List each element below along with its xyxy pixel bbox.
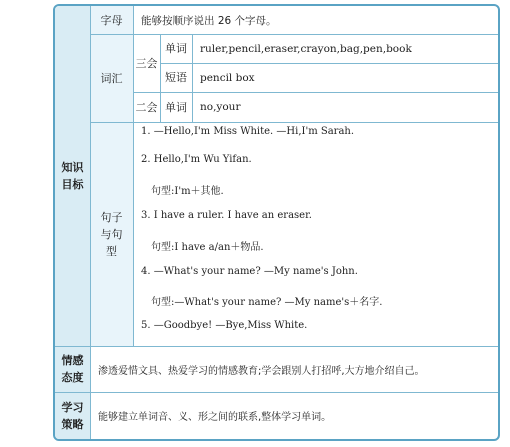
letters-label: 字母 — [90, 6, 133, 34]
grid-line — [192, 34, 193, 122]
vocab-word-label: 单词 — [165, 42, 187, 55]
vocab-words: ruler,pencil,eraser,crayon,bag,pen,book — [200, 42, 412, 55]
vocab-words-2: no,your — [200, 101, 241, 113]
section-emotion-label: 情感态度 — [61, 354, 84, 384]
grid-line — [55, 392, 498, 393]
sentence-pattern-3: 句型:—What's your name? —My name's＋名字. — [151, 297, 383, 308]
section-strategy — [55, 392, 90, 439]
grid-line — [160, 34, 161, 122]
section-knowledge-label: 知识目标 — [61, 161, 84, 191]
vocab-erhui: 二会 — [135, 100, 158, 114]
sentence-pattern-1: 句型:I'm＋其他. — [151, 186, 224, 197]
letters-content: 能够按顺序说出 26 个字母。 — [141, 14, 277, 27]
grid-line — [133, 92, 498, 93]
sentence-2: 2. Hello,I'm Wu Yifan. — [141, 154, 252, 165]
emotion-content: 渗透爱惜文具、热爱学习的情感教育;学会跟别人打招呼,大方地介绍自己。 — [98, 365, 425, 377]
sentence-pattern-2: 句型:I have a/an＋物品. — [151, 242, 264, 253]
objectives-table — [53, 4, 500, 441]
vocab-phrase-label: 短语 — [165, 71, 187, 84]
sentence-5: 5. —Goodbye! —Bye,Miss White. — [141, 320, 308, 331]
section-strategy-label: 学习策略 — [61, 400, 84, 431]
grid-line — [55, 346, 498, 347]
sentence-1: 1. —Hello,I'm Miss White. —Hi,I'm Sarah. — [141, 126, 355, 137]
vocab-phrases: pencil box — [200, 71, 255, 84]
vocab-word-label-2: 单词 — [165, 100, 187, 114]
grid-line — [90, 122, 498, 123]
section-knowledge — [55, 6, 90, 346]
sentences-label: 句子与句型 — [90, 122, 133, 346]
grid-line — [90, 34, 498, 35]
vocab-label: 词汇 — [90, 34, 133, 122]
grid-line — [90, 6, 91, 439]
grid-line — [160, 63, 498, 64]
sentence-3: 3. I have a ruler. I have an eraser. — [141, 210, 312, 221]
sentence-4: 4. —What's your name? —My name's John. — [141, 266, 358, 277]
grid-line — [133, 6, 134, 346]
strategy-content: 能够建立单词音、义、形之间的联系,整体学习单词。 — [98, 412, 332, 423]
section-emotion — [55, 346, 90, 392]
vocab-sanhui: 三会 — [135, 56, 158, 70]
